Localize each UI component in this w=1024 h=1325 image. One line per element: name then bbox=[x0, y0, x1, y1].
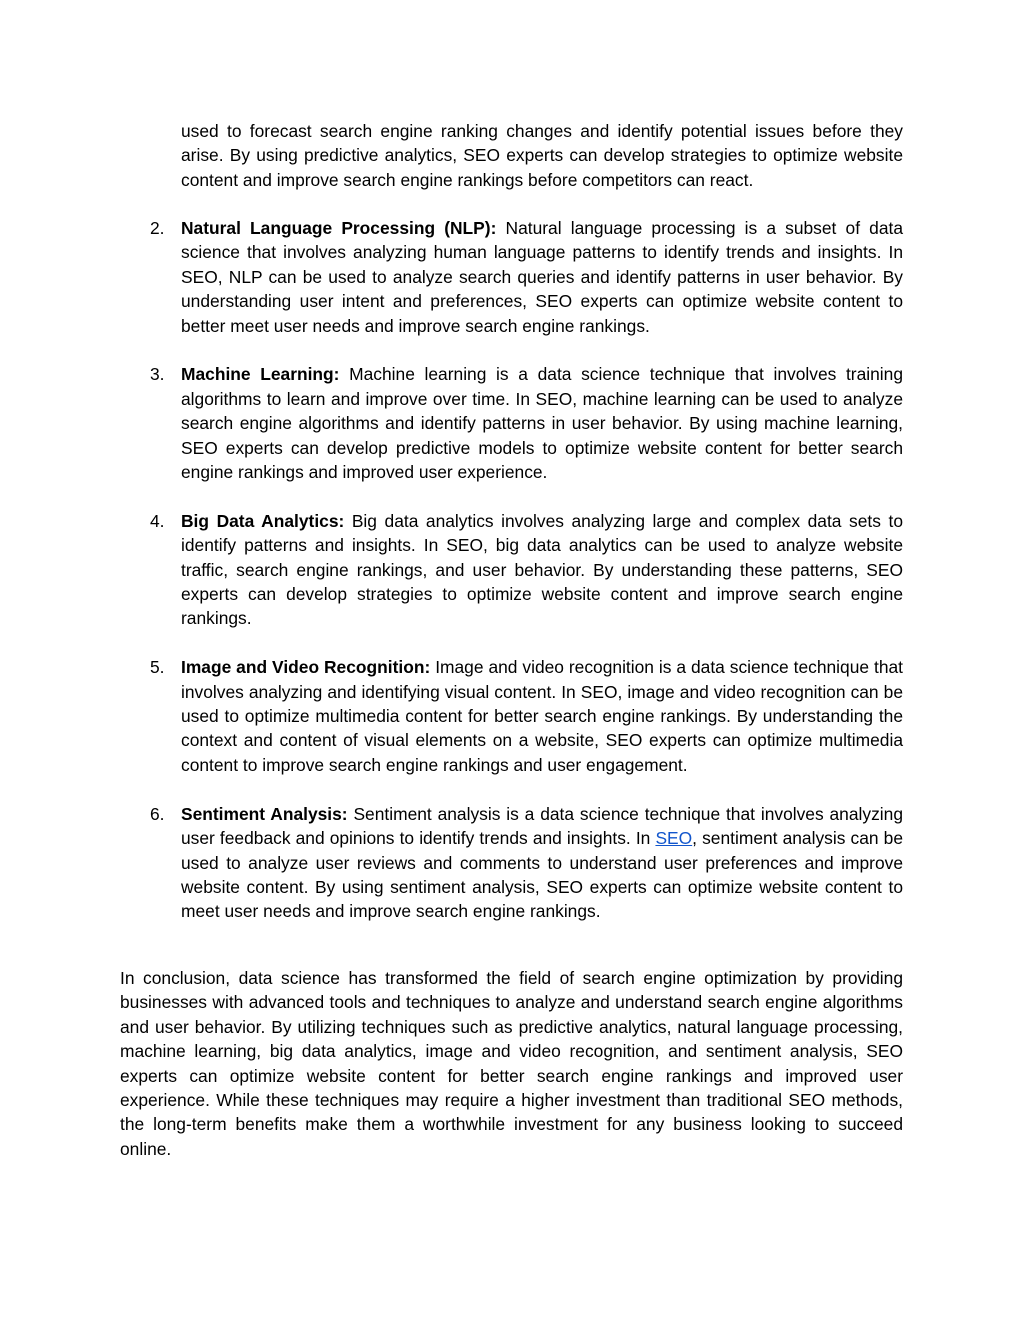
item-term: Machine Learning: bbox=[181, 364, 340, 385]
item-text: Big data analytics involves analyzing large and complex data sets to identify patterns and insights. In SEO, big data analytics can be used to analyze website traffic, search engine rankings, and user behavior. By understanding these patterns, SEO experts can develop strategies to optimize website content and improve search engine rankings. bbox=[181, 510, 903, 629]
techniques-list bbox=[120, 216, 903, 924]
list-item-sentiment bbox=[120, 802, 903, 924]
item-term: Big Data Analytics: bbox=[181, 510, 345, 531]
list-item-big-data bbox=[120, 509, 903, 631]
conclusion-paragraph: In conclusion, data science has transformed the field of search engine optimization by providing businesses with advanced tools and techniques to analyze and understand search engine algorithms and user behavior. By utilizing techniques such as predictive analytics, natural language processing, machine learning, big data analytics, image and video recognition, and sentiment analysis, SEO experts can optimize website content for better search engine rankings and improved user experience. While these techniques may require a higher investment than traditional SEO methods, the long-term benefits make them a worthwhile investment for any business looking to succeed online. bbox=[120, 968, 903, 1159]
item-term: Sentiment Analysis: bbox=[181, 803, 348, 824]
item-text: Image and video recognition is a data science technique that involves analyzing and identifying visual content. In SEO, image and video recognition can be used to optimize multimedia content for better search engine rankings. By understanding the context and content of visual elements on a website, SEO experts can optimize multimedia content to improve search engine rankings and user engagement. bbox=[181, 657, 903, 775]
item-text: Machine learning is a data science technique that involves training algorithms to learn and improve over time. In SEO, machine learning can be used to analyze search engine algorithms and identify patterns in user behavior. By using machine learning, SEO experts can develop predictive models to optimize website content for better search engine rankings and improved user experience. bbox=[181, 364, 904, 483]
item-term: Natural Language Processing (NLP): bbox=[181, 218, 497, 238]
list-number: 2. bbox=[150, 218, 165, 238]
list-number: 5. bbox=[150, 657, 165, 678]
list-item-nlp bbox=[120, 216, 903, 338]
item-text: Natural language processing is a subset of data science that involves analyzing human language patterns to identify trends and insights. In SEO, NLP can be used to analyze search queries and identify patterns in user behavior. By understanding user intent and preferences, SEO experts can optimize website content to better meet user needs and improve search engine rankings. bbox=[181, 218, 904, 336]
item-term: Image and Video Recognition: bbox=[181, 657, 431, 678]
list-number: 6. bbox=[150, 803, 165, 824]
list-item-image-video bbox=[120, 655, 903, 777]
seo-link[interactable]: SEO bbox=[655, 828, 693, 849]
item-1-continuation: used to forecast search engine ranking changes and identify potential issues before they arise. By using predictive analytics, SEO experts can develop strategies to optimize website content and improve search engine rankings before competitors can react. bbox=[181, 121, 903, 190]
list-item-machine-learning bbox=[120, 362, 903, 484]
list-number: 4. bbox=[150, 510, 165, 531]
item-text: Sentiment analysis is a data science technique that involves analyzing user feedback and opinions to identify trends and insights. In bbox=[181, 803, 903, 849]
list-number: 3. bbox=[150, 364, 165, 385]
item-text: , sentiment analysis can be used to analyze user reviews and comments to understand user preferences and improve website content. By using sentiment analysis, SEO experts can optimize website content to meet user needs and improve search engine rankings. bbox=[181, 828, 903, 922]
